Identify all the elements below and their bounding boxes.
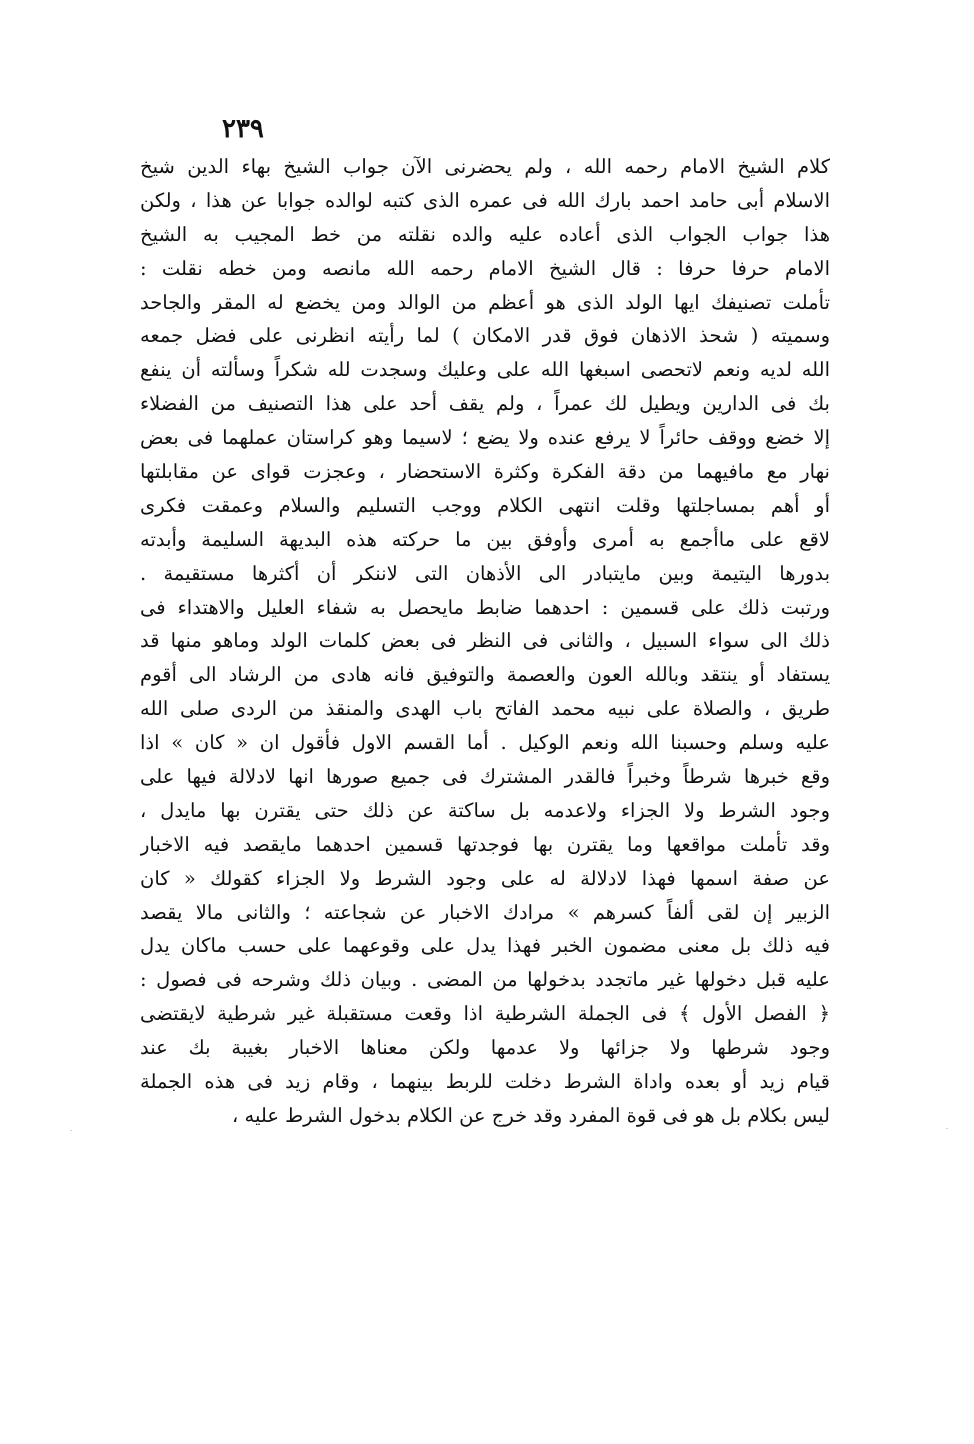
text-line-2: الاسلام أبى حامد احمد بارك الله فى عمره الذى كتبه لوالده جوابا عن هذا ، ولكن — [140, 188, 830, 212]
text-line-1: كلام الشيخ الامام رحمه الله ، ولم يحضرنى الآن جواب الشيخ بهاء الدين شيخ — [140, 155, 830, 178]
text-line-28: قيام زيد أو بعده واداة الشرط دخلت للربط بينهما ، وقام زيد فى هذه الجملة — [140, 1070, 830, 1094]
text-line-8: بك فى الدارين ويطيل لك عمراً ، ولم يقف أحد على هذا التصنيف من الفضلاء — [140, 392, 830, 416]
text-line-19: وقع خبرها شرطاً وخبراً فالقدر المشترك فى جميع صورها انها لادلالة فيها على — [140, 765, 830, 789]
text-line-11: أو أهم بمساجلتها وقلت انتهى الكلام ووجب التسليم والسلام وعمقت فكرى — [140, 493, 830, 517]
text-line-22: عن صفة اسمها فهذا لادلالة له على وجود الشرط ولا الجزاء كقولك « كان — [140, 866, 830, 890]
text-line-9: إلا خضع ووقف حائراً لا يرفع عنده ولا يضع ؛ لاسيما وهو كراستان عملهما فى بعض — [140, 426, 830, 450]
text-line-26: ﴿ الفصل الأول ﴾ فى الجملة الشرطية اذا وقعت مستقبلة غير شرطية لايقتضى — [140, 1002, 830, 1026]
text-line-20: وجود الشرط ولا الجزاء ولاعدمه بل ساكتة عن ذلك حتى يقترن بها مايدل ، — [140, 798, 830, 822]
text-line-25: عليه قبل دخولها غير ماتجدد بدخولها من المضى . وبيان ذلك وشرحه فى فصول : — [140, 968, 830, 992]
text-line-7: الله لديه ونعم لاتحصى اسبغها الله على وعليك وسجدت لله شكراً وسألته أن ينفع — [140, 358, 830, 382]
text-line-24: فيه ذلك بل معنى مضمون الخبر فهذا يدل على وقوعهما على حسب ماكان يدل — [140, 934, 830, 958]
text-line-16: يستفاد أو ينتقد وبالله العون والعصمة والتوفيق فانه هادى من الرشاد الى أقوم — [140, 663, 830, 687]
scan-speck — [946, 1128, 948, 1129]
text-line-13: بدورها اليتيمة وبين مايتبادر الى الأذهان التى لاننكر أن أكثرها مستقيمة . — [140, 561, 830, 585]
text-line-18: عليه وسلم وحسبنا الله ونعم الوكيل . أما القسم الاول فأقول ان « كان » اذا — [140, 731, 830, 755]
text-line-27: وجود شرطها ولا جزائها ولا عدمها ولكن معناها الاخبار بغيبة بك عند — [140, 1036, 830, 1060]
text-line-14: ورتبت ذلك على قسمين : احدهما ضابط مايحصل به شفاء العليل والاهتداء فى — [140, 595, 830, 619]
text-line-10: نهار مع مافيهما من دقة الفكرة وكثرة الاستحضار ، وعجزت قواى عن مقابلتها — [140, 460, 830, 484]
text-line-12: لاقع على ماأجمع به أمرى وأوفق بين ما حركته هذه البديهة السليمة وأبدته — [140, 527, 830, 551]
text-line-5: تأملت تصنيفك ايها الولد الذى هو أعظم من الوالد ومن يخضع له المقر والجاحد — [140, 290, 830, 314]
page-number: ٢٣٩ — [222, 114, 264, 144]
text-line-6: وسميته ( شحذ الاذهان فوق قدر الامكان ) لما رأيته انظرنى على فضل جمعه — [140, 324, 830, 348]
scan-speck — [70, 1130, 72, 1131]
text-line-23: الزبير إن لقى ألفاً كسرهم » مرادك الاخبار عن شجاعته ؛ والثانى مالا يقصد — [140, 900, 830, 924]
arabic-text-body — [140, 150, 830, 1133]
text-line-4: الامام حرفا حرفا : قال الشيخ الامام رحمه الله مانصه ومن خطه نقلت : — [140, 256, 830, 280]
text-line-17: طريق ، والصلاة على نبيه محمد الفاتح باب الهدى والمنقذ من الردى صلى الله — [140, 697, 830, 721]
text-line-15: ذلك الى سواء السبيل ، والثانى فى النظر فى بعض كلمات الولد وماهو منها قد — [140, 629, 830, 653]
text-line-29: ليس بكلام بل هو فى قوة المفرد وقد خرج عن الكلام بدخول الشرط عليه ، — [232, 1103, 830, 1127]
text-line-3: هذا جواب الجواب الذى أعاده عليه والده نقلته من خط المجيب به الشيخ — [140, 222, 830, 246]
text-line-21: وقد تأملت مواقعها وما يقترن بها فوجدتها قسمين احدهما مايقصد فيه الاخبار — [140, 832, 830, 856]
